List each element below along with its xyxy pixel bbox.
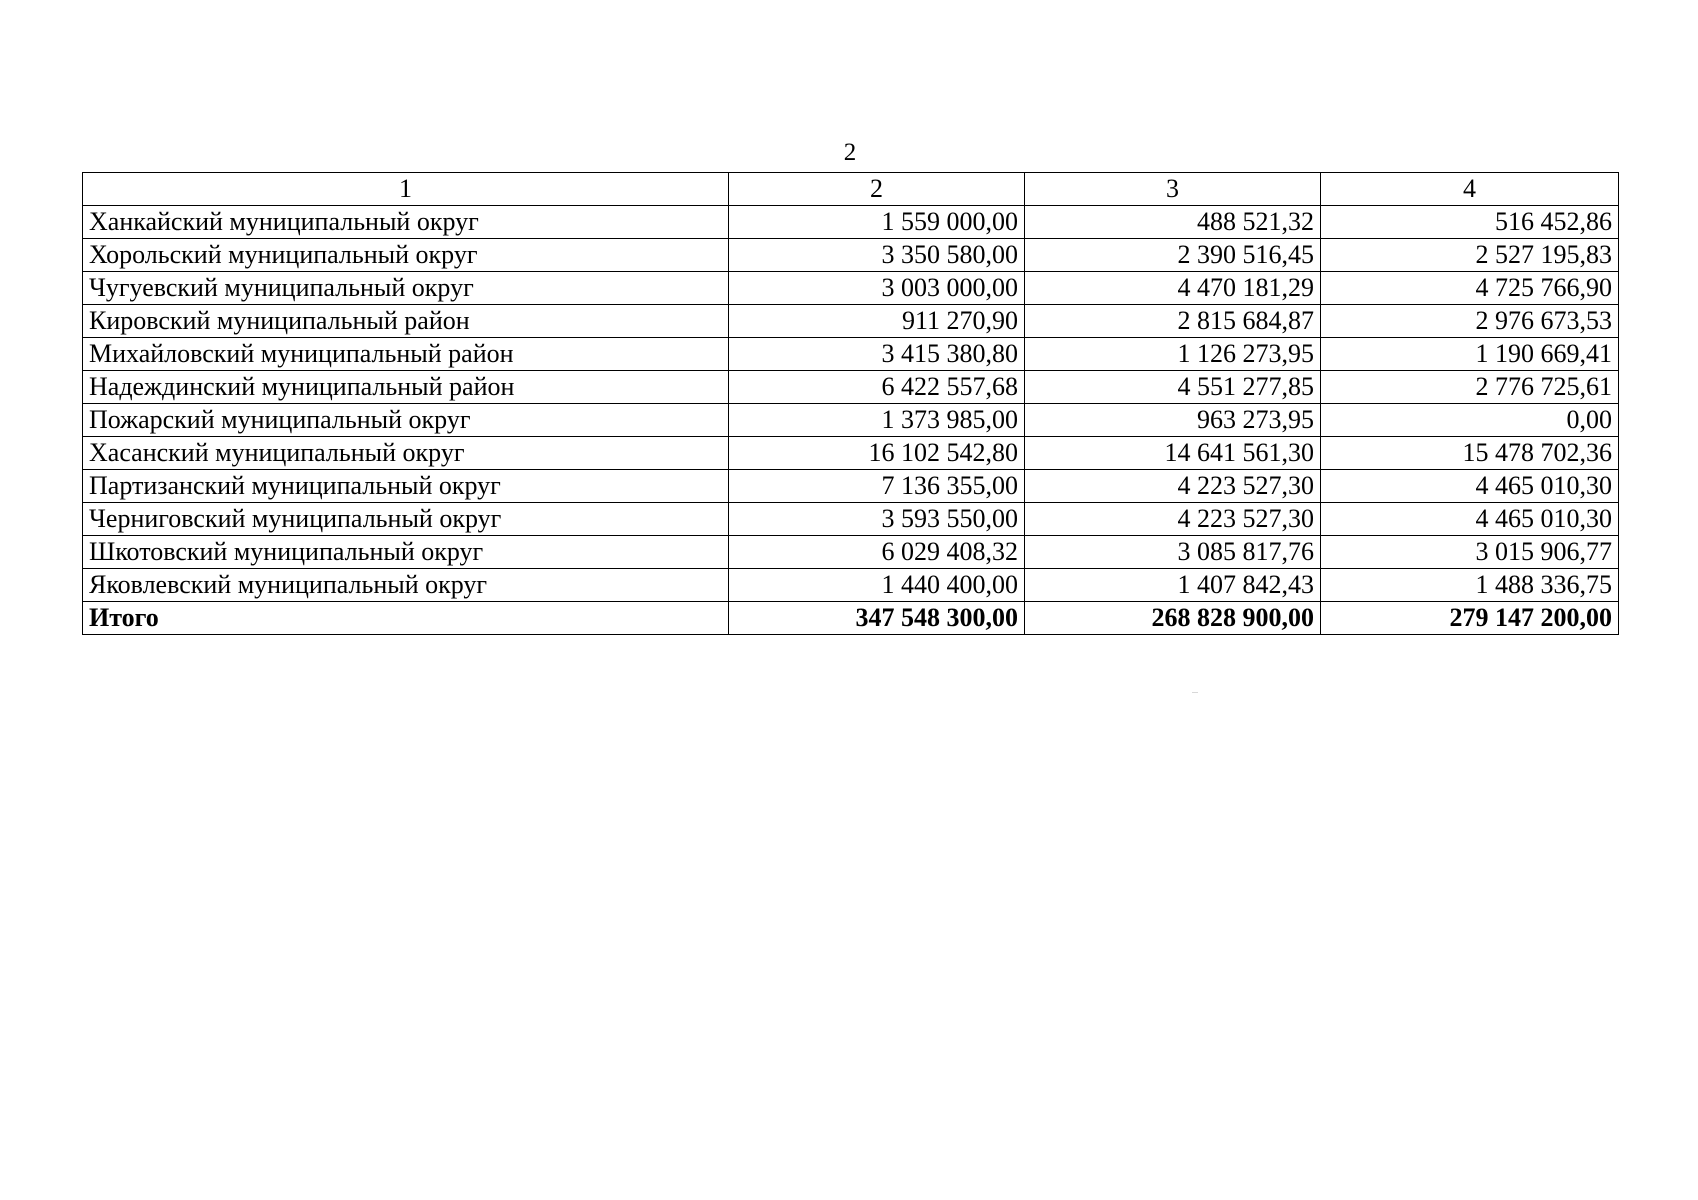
total-label: Итого bbox=[83, 602, 729, 635]
column-number-3: 3 bbox=[1025, 173, 1321, 206]
amount-col-3: 963 273,95 bbox=[1025, 404, 1321, 437]
amount-col-3: 2 815 684,87 bbox=[1025, 305, 1321, 338]
table-row bbox=[83, 404, 1619, 437]
amount-col-3: 1 407 842,43 bbox=[1025, 569, 1321, 602]
table-row bbox=[83, 338, 1619, 371]
amount-col-3: 1 126 273,95 bbox=[1025, 338, 1321, 371]
amount-col-2: 3 415 380,80 bbox=[729, 338, 1025, 371]
amount-col-4: 4 465 010,30 bbox=[1321, 470, 1619, 503]
municipality-name: Хорольский муниципальный округ bbox=[83, 239, 729, 272]
table-row bbox=[83, 536, 1619, 569]
column-number-2: 2 bbox=[729, 173, 1025, 206]
amount-col-3: 4 551 277,85 bbox=[1025, 371, 1321, 404]
amount-col-2: 3 350 580,00 bbox=[729, 239, 1025, 272]
amount-col-3: 488 521,32 bbox=[1025, 206, 1321, 239]
amount-col-4: 0,00 bbox=[1321, 404, 1619, 437]
allocation-table bbox=[82, 172, 1619, 635]
page-number: 2 bbox=[843, 139, 857, 166]
amount-col-4: 516 452,86 bbox=[1321, 206, 1619, 239]
amount-col-4: 1 488 336,75 bbox=[1321, 569, 1619, 602]
amount-col-2: 1 373 985,00 bbox=[729, 404, 1025, 437]
amount-col-2: 1 559 000,00 bbox=[729, 206, 1025, 239]
amount-col-4: 2 976 673,53 bbox=[1321, 305, 1619, 338]
amount-col-3: 14 641 561,30 bbox=[1025, 437, 1321, 470]
table-row bbox=[83, 437, 1619, 470]
amount-col-4: 15 478 702,36 bbox=[1321, 437, 1619, 470]
amount-col-3: 4 223 527,30 bbox=[1025, 503, 1321, 536]
amount-col-3: 3 085 817,76 bbox=[1025, 536, 1321, 569]
table-row bbox=[83, 206, 1619, 239]
table-row bbox=[83, 569, 1619, 602]
column-number-row bbox=[83, 173, 1619, 206]
amount-col-2: 7 136 355,00 bbox=[729, 470, 1025, 503]
municipality-name: Черниговский муниципальный округ bbox=[83, 503, 729, 536]
scan-artifact bbox=[1192, 692, 1198, 693]
table-row bbox=[83, 272, 1619, 305]
table-row bbox=[83, 470, 1619, 503]
table-row bbox=[83, 239, 1619, 272]
amount-col-3: 4 470 181,29 bbox=[1025, 272, 1321, 305]
amount-col-2: 6 422 557,68 bbox=[729, 371, 1025, 404]
table-row bbox=[83, 305, 1619, 338]
total-col-2: 347 548 300,00 bbox=[729, 602, 1025, 635]
amount-col-4: 4 465 010,30 bbox=[1321, 503, 1619, 536]
total-col-3: 268 828 900,00 bbox=[1025, 602, 1321, 635]
amount-col-2: 911 270,90 bbox=[729, 305, 1025, 338]
amount-col-2: 16 102 542,80 bbox=[729, 437, 1025, 470]
amount-col-3: 4 223 527,30 bbox=[1025, 470, 1321, 503]
column-number-1: 1 bbox=[83, 173, 729, 206]
municipality-name: Пожарский муниципальный округ bbox=[83, 404, 729, 437]
total-row bbox=[83, 602, 1619, 635]
amount-col-2: 6 029 408,32 bbox=[729, 536, 1025, 569]
table-row bbox=[83, 503, 1619, 536]
amount-col-4: 1 190 669,41 bbox=[1321, 338, 1619, 371]
municipality-name: Чугуевский муниципальный округ bbox=[83, 272, 729, 305]
amount-col-2: 1 440 400,00 bbox=[729, 569, 1025, 602]
municipality-name: Шкотовский муниципальный округ bbox=[83, 536, 729, 569]
municipality-name: Ханкайский муниципальный округ bbox=[83, 206, 729, 239]
total-col-4: 279 147 200,00 bbox=[1321, 602, 1619, 635]
municipality-name: Партизанский муниципальный округ bbox=[83, 470, 729, 503]
municipality-name: Яковлевский муниципальный округ bbox=[83, 569, 729, 602]
municipality-name: Хасанский муниципальный округ bbox=[83, 437, 729, 470]
amount-col-4: 3 015 906,77 bbox=[1321, 536, 1619, 569]
amount-col-2: 3 003 000,00 bbox=[729, 272, 1025, 305]
amount-col-2: 3 593 550,00 bbox=[729, 503, 1025, 536]
municipality-name: Надеждинский муниципальный район bbox=[83, 371, 729, 404]
municipality-name: Михайловский муниципальный район bbox=[83, 338, 729, 371]
amount-col-4: 2 776 725,61 bbox=[1321, 371, 1619, 404]
amount-col-4: 4 725 766,90 bbox=[1321, 272, 1619, 305]
table-row bbox=[83, 371, 1619, 404]
amount-col-3: 2 390 516,45 bbox=[1025, 239, 1321, 272]
column-number-4: 4 bbox=[1321, 173, 1619, 206]
amount-col-4: 2 527 195,83 bbox=[1321, 239, 1619, 272]
municipality-name: Кировский муниципальный район bbox=[83, 305, 729, 338]
